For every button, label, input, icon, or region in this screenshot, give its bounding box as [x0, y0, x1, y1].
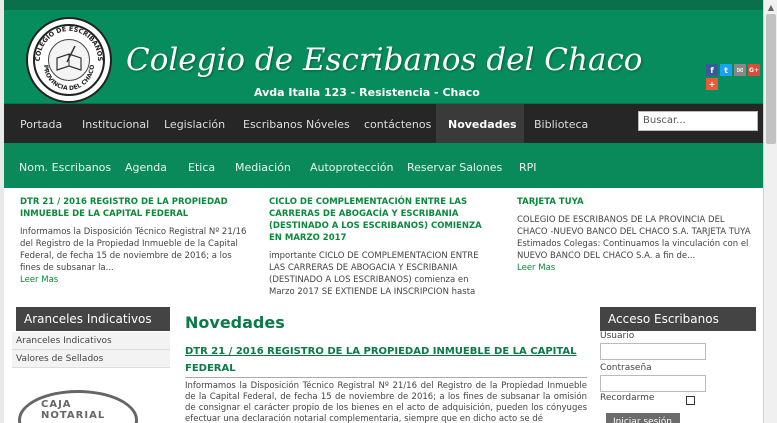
nav-etica[interactable]: Etica — [188, 161, 216, 174]
featured-title[interactable]: CICLO DE COMPLEMENTACIÓN ENTRE LAS CARRERAS DE ABOGACÍA Y ESCRIBANIA (DESTINADO A LOS ESCRIBANOS) COMIENZA EN MARZO 2017 — [269, 197, 482, 243]
nav-biblioteca[interactable]: Biblioteca — [534, 118, 589, 131]
remember-label: Recordarme — [600, 393, 655, 403]
secondary-nav — [4, 146, 763, 188]
site-title[interactable]: Colegio de Escribanos del Chaco — [126, 42, 643, 78]
logo-text-bottom: PROVINCIA DEL CHACO — [41, 64, 97, 93]
link-valores-sellados[interactable]: Valores de Sellados — [12, 350, 170, 368]
featured-excerpt: COLEGIO DE ESCRIBANOS DE LA PROVINCIA DEL CHACO -NUEVO BANCO DEL CHACO S.A. TARJETA TUYA Estimados Colegas: Continuamos la vinculación con el NUEVO BANCO DEL CHACO S.A. a fin de... — [517, 215, 751, 261]
scrollbar-thumb[interactable] — [766, 14, 776, 144]
article-title[interactable] — [185, 343, 587, 378]
nav-institucional[interactable]: Institucional — [82, 118, 150, 131]
featured-excerpt: Informamos la Disposición Técnico Registral Nº 21/16 del Registro de la Propiedad Inmueble de la Capital Federal, de fecha 15 de noviembre de 2016; a los fines de subsanar la... — [20, 227, 247, 273]
site-address: Avda Italia 123 - Resistencia - Chaco — [254, 86, 480, 99]
nav-reservar-salones[interactable]: Reservar Salones — [407, 161, 503, 174]
email-icon[interactable]: ✉ — [734, 64, 746, 76]
login-form — [600, 328, 756, 392]
password-label: Contraseña — [600, 363, 652, 373]
section-heading: Novedades — [185, 313, 285, 332]
featured-news — [4, 188, 763, 298]
plus-icon[interactable]: + — [706, 78, 718, 90]
nav-escribanos-noveles[interactable]: Escribanos Nóveles — [243, 118, 350, 131]
nav-autoproteccion[interactable]: Autoprotección — [310, 161, 394, 174]
googleplus-icon[interactable]: G+ — [748, 64, 760, 76]
nav-novedades-label: Novedades — [448, 118, 517, 131]
nav-rpi[interactable]: RPI — [519, 161, 537, 174]
search-input[interactable]: Buscar... — [638, 111, 758, 131]
nav-contactenos[interactable]: contáctenos — [364, 118, 432, 131]
link-aranceles-indicativos[interactable]: Aranceles Indicativos — [12, 332, 170, 350]
featured-excerpt: importante CICLO DE COMPLEMENTACION ENTRE LAS CARRERAS DE ABOGACIA Y ESCRIBANIA (DESTINADO A LOS ESCRIBANOS) comienza en Marzo 2017 SE EXTIENDE LA INSCRIPCION hasta — [269, 251, 479, 297]
nav-nom-escribanos[interactable]: Nom. Escribanos — [19, 161, 112, 174]
facebook-icon[interactable]: f — [706, 64, 718, 76]
featured-title[interactable]: TARJETA TUYA — [517, 197, 584, 207]
scrollbar[interactable] — [763, 0, 777, 423]
login-button[interactable]: Iniciar sesión — [606, 413, 680, 423]
header-top-strip — [4, 0, 763, 10]
aranceles-panel-title: Aranceles Indicativos — [16, 307, 170, 331]
username-input[interactable] — [600, 343, 706, 360]
featured-item — [20, 196, 250, 286]
nav-novedades[interactable] — [436, 104, 524, 143]
remember-checkbox[interactable] — [686, 396, 695, 405]
nav-portada[interactable]: Portada — [20, 118, 63, 131]
svg-text:COLEGIO DE ESCRIBANOS — [34, 25, 104, 62]
svg-text:PROVINCIA DEL CHACO — [42, 64, 96, 92]
logo-text-top: COLEGIO DE ESCRIBANOS — [33, 24, 105, 62]
twitter-icon[interactable]: t — [720, 64, 732, 76]
stamp-text: CAJA NOTARIAL — [41, 399, 106, 421]
read-more-link[interactable]: Leer Mas — [20, 275, 59, 285]
username-label: Usuario — [600, 331, 635, 341]
featured-title[interactable]: DTR 21 / 2016 REGISTRO DE LA PROPIEDAD INMUEBLE DE LA CAPITAL FEDERAL — [20, 197, 228, 219]
aranceles-links — [12, 332, 170, 368]
password-input[interactable] — [600, 375, 706, 392]
featured-item — [517, 196, 755, 274]
scroll-up-icon[interactable]: ▲ — [767, 3, 775, 12]
article-title-line: FEDERAL — [185, 363, 236, 374]
logo-seal-lettering — [28, 19, 110, 101]
article-body: Informamos la Disposición Técnico Registral Nº 21/16 del Registro de la Propiedad Inmueble de la Capital Federal, de fecha 15 de noviembre de 2016; a los fines de subsanar la omisión de consignar el carácter propio de los bienes en el acto de adquisición, pueden los cónyuges efectuar una declaración notarial complementaria, siempre que en dicho acto se dé — [185, 381, 587, 423]
site-header — [4, 0, 763, 104]
nav-agenda[interactable]: Agenda — [125, 161, 167, 174]
nav-mediacion[interactable]: Mediación — [235, 161, 291, 174]
read-more-link[interactable]: Leer Mas — [517, 263, 556, 273]
college-seal-logo[interactable] — [26, 17, 112, 103]
article-title-line: DTR 21 / 2016 REGISTRO DE LA PROPIEDAD INMUEBLE DE LA CAPITAL — [185, 346, 577, 357]
login-panel-title: Acceso Escribanos — [600, 307, 756, 331]
featured-item — [269, 196, 494, 310]
nav-legislacion[interactable]: Legislación — [164, 118, 226, 131]
social-links — [706, 64, 762, 90]
